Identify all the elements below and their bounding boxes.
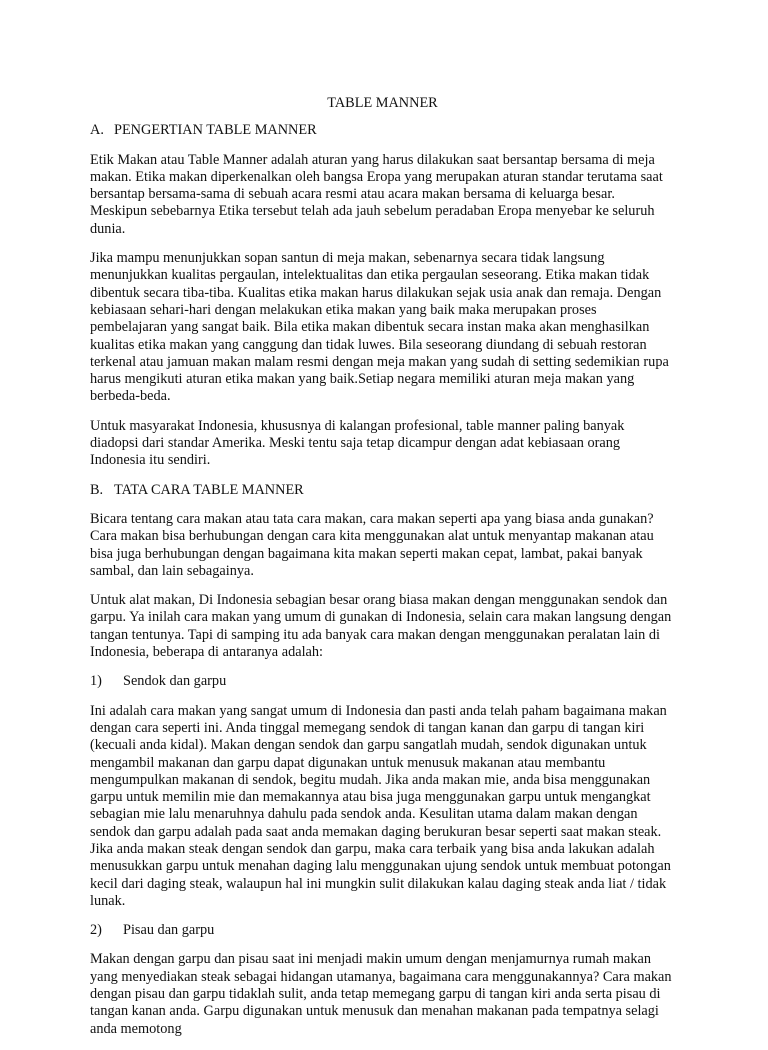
- document-body: [90, 95, 675, 1050]
- list-item-2-text: Makan dengan garpu dan pisau saat ini menjadi makin umum dengan menjamurnya rumah makan yang menyediakan steak sebagai hidangan utamanya, bagaimana cara menggunakannya? Cara makan dengan pisau dan garpu tidaklah sulit, anda tetap memegang garpu di tangan kiri anda serta pisau di tangan kanan anda. Garpu digunakan untuk menusuk dan menahan makanan pada tempatnya selagi anda memotong: [90, 951, 672, 1037]
- section-b-marker: B.: [90, 481, 104, 498]
- section-a-heading: [90, 122, 675, 139]
- section-a-heading-text: PENGERTIAN TABLE MANNER: [114, 122, 317, 139]
- section-b-paragraph-2: Untuk alat makan, Di Indonesia sebagian besar orang biasa makan dengan menggunakan sendok dan garpu. Ya inilah cara makan yang umum di gunakan di Indonesia, selain cara makan langsung dengan tangan tentunya. Tapi di samping itu ada banyak cara makan dengan menggunakan peralatan lain di Indonesia, beberapa di antaranya adalah:: [90, 592, 672, 661]
- section-a-marker: A.: [90, 122, 104, 139]
- section-b-heading-text: TATA CARA TABLE MANNER: [114, 481, 304, 498]
- list-item-2-label: [90, 922, 675, 939]
- section-a-paragraph-1: Etik Makan atau Table Manner adalah aturan yang harus dilakukan saat bersantap bersama di meja makan. Etika makan diperkenalkan oleh bangsa Eropa yang merupakan aturan standar terutama saat bersantap bersama-sama di sebuah acara resmi atau acara makan bersama di keluarga besar. Meskipun sebebarnya Etika tersebut telah ada jauh sebelum peradaban Eropa menyebar ke seluruh dunia.: [90, 151, 663, 237]
- list-item-1-number: 1): [90, 673, 102, 690]
- section-a-paragraph-3: Untuk masyarakat Indonesia, khususnya di kalangan profesional, table manner paling banyak diadopsi dari standar Amerika. Meski tentu saja tetap dicampur dengan adat kebiasaan orang Indonesia itu sendiri.: [90, 417, 625, 469]
- list-item-2-title: Pisau dan garpu: [123, 922, 215, 939]
- section-a-paragraph-2: Jika mampu menunjukkan sopan santun di meja makan, sebenarnya secara tidak langsung menunjukkan kualitas pergaulan, intelektualitas dan etika pergaulan seseorang. Etika makan tidak dibentuk secara tiba-tiba. Kualitas etika makan harus dilakukan sejak usia anak dan remaja. Dengan kebiasaan sehari-hari dengan melakukan etika makan yang baik maka merupakan proses pembelajaran yang sangat baik. Bila etika makan dibentuk secara instan maka akan menghasilkan kualitas etika makan yang canggung dan tidak luwes. Bila seseorang diundang di sebuah restoran terkenal atau jamuan makan malam resmi dengan meja makan yang sudah di setting sedemikian rupa harus mengikuti aturan etika makan yang baik.Setiap negara memiliki aturan meja makan yang berbeda-beda.: [90, 250, 669, 405]
- list-item-1-label: [90, 673, 675, 690]
- section-b-paragraph-1: Bicara tentang cara makan atau tata cara makan, cara makan seperti apa yang biasa anda gunakan? Cara makan bisa berhubungan dengan cara kita menggunakan alat untuk menyantap makanan atau bisa juga berhubungan dengan bagaimana kita makan seperti makan cepat, lambat, pakai banyak sambal, dan lain sebagainya.: [90, 510, 654, 579]
- list-item-1-text: Ini adalah cara makan yang sangat umum di Indonesia dan pasti anda telah paham bagaimana makan dengan cara seperti ini. Anda tinggal memegang sendok di tangan kanan dan garpu di tangan kiri (kecuali anda kidal). Makan dengan sendok dan garpu sangatlah mudah, sendok digunakan untuk mengambil makanan dan garpu dapat digunakan untuk menusuk makanan atau membantu mengumpulkan makanan di sendok, begitu mudah. Jika anda makan mie, anda bisa menggunakan garpu untuk memilin mie dan memakannya atau bisa juga menggunakan garpu untuk mengangkat sebagian mie lalu menaruhnya dahulu pada sendok anda. Kesulitan utama dalam makan dengan sendok dan garpu adalah pada saat anda memakan daging berukuran besar seperti saat makan steak. Jika anda makan steak dengan sendok dan garpu, maka cara terbaik yang bisa anda lakukan adalah menusukkan garpu untuk menahan daging lalu menggunakan ujung sendok untuk membuat potongan kecil dari daging steak, walaupun hal ini mungkin sulit dilakukan kalau daging steak anda liat / tidak lunak.: [90, 702, 671, 909]
- list-item-1-title: Sendok dan garpu: [123, 673, 227, 690]
- document-title: TABLE MANNER: [327, 95, 438, 111]
- list-item-2-number: 2): [90, 922, 102, 939]
- section-b-heading: [90, 482, 675, 499]
